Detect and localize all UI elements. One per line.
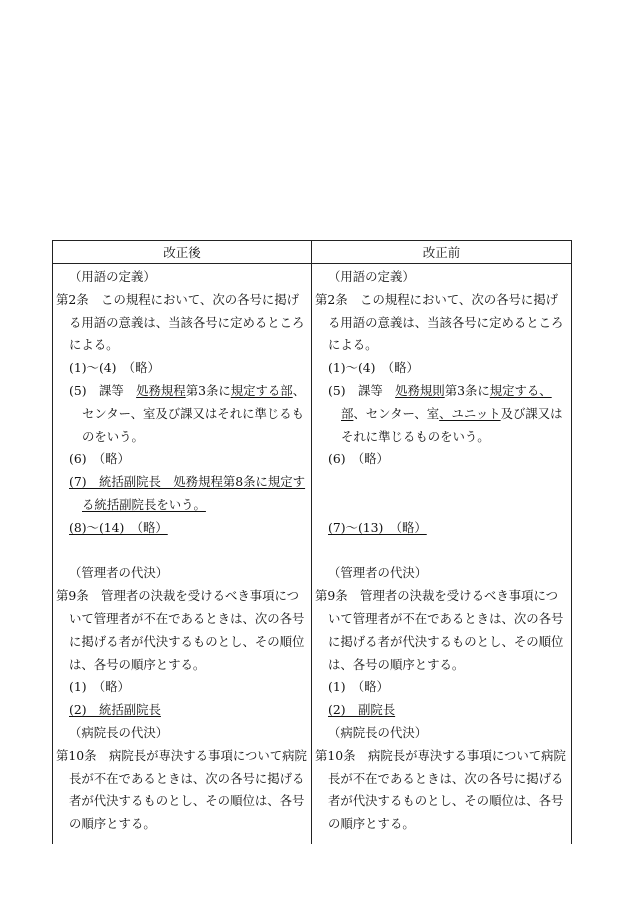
after-item-5-term: (5) 課等	[69, 382, 137, 398]
after-article-10-line-2: 長が不在であるときは、次の各号に掲げる	[69, 770, 305, 786]
after-item-7-line-1	[56, 471, 308, 494]
after-item-7-line-2	[56, 494, 308, 517]
after-article-9-line-1: 第9条 管理者の決裁を受けるべき事項につ	[56, 588, 300, 604]
amendment-comparison-table	[52, 240, 572, 844]
before-item-7-13-text: (7)～(13) （略）	[328, 519, 427, 535]
after-item-5-article: 第3条に	[185, 382, 231, 398]
after-heading-proxy: （管理者の代決）	[69, 565, 169, 581]
before-column	[312, 264, 572, 845]
after-item-1-4: (1)～(4) （略）	[69, 360, 160, 376]
after-item-5-line-2: センター、室及び課又はそれに準じるも	[82, 405, 305, 421]
after-heading-director-proxy: （病院長の代決）	[69, 724, 169, 740]
after-article-10-line-1: 第10条 病院長が専決する事項について病院	[56, 747, 307, 763]
header-before: 改正前	[312, 241, 572, 264]
before-item-5-rule-name: 処務規則	[395, 382, 445, 398]
before-heading-director-proxy: （病院長の代決）	[328, 724, 428, 740]
before-item-6: (6) （略）	[328, 451, 389, 467]
before-heading-definitions: （用語の定義）	[328, 269, 415, 284]
before-article-2-line-3: による。	[328, 337, 378, 353]
before-article-9-line-2: いて管理者が不在であるときは、次の各号	[328, 610, 564, 626]
before-item-5-line-3: それに準じるものをいう。	[341, 428, 490, 444]
after-article-2-line-1: 第2条 この規程において、次の各号に掲げ	[56, 291, 300, 307]
before-article-10-line-1: 第10条 病院長が専決する事項について病院	[315, 747, 566, 763]
before-article-9-item-2	[315, 699, 568, 722]
before-article-9-line-1: 第9条 管理者の決裁を受けるべき事項につ	[315, 588, 559, 604]
before-article-9-item-1: (1) （略）	[328, 679, 389, 695]
after-item-5-comma: 、	[292, 382, 306, 398]
after-item-5-rule-name: 処務規程	[136, 382, 186, 398]
before-heading-proxy: （管理者の代決）	[328, 565, 428, 581]
after-article-9-line-2: いて管理者が不在であるときは、次の各号	[69, 610, 305, 626]
after-article-2-line-3: による。	[69, 337, 119, 353]
table-body-row	[53, 264, 572, 845]
before-item-7-13	[315, 517, 568, 540]
after-article-9-item-2-text: (2) 統括副院長	[69, 702, 161, 718]
before-article-9-line-4: は、各号の順序とする。	[328, 656, 465, 672]
before-spacer-1	[315, 471, 568, 494]
table-header-row	[53, 241, 572, 264]
before-item-5-line-2	[315, 403, 568, 426]
after-article-9-item-1: (1) （略）	[69, 679, 130, 695]
after-column	[53, 264, 312, 845]
before-article-9-item-2-text: (2) 副院長	[328, 702, 396, 718]
before-item-5-unit: 、ユニット	[439, 405, 501, 421]
after-item-5-line-1	[56, 380, 308, 403]
before-article-10-line-3: 者が代決するものとし、その順位は、各号	[328, 793, 564, 809]
before-item-5-center: 、センター、室	[353, 405, 440, 421]
before-article-9-line-3: に掲げる者が代決するものとし、その順位	[328, 633, 564, 649]
after-item-5-line-3: のをいう。	[82, 428, 144, 444]
after-article-10-line-3: 者が代決するものとし、その順位は、各号	[69, 793, 305, 809]
after-item-7-text: (7) 統括副院長 処務規程第8条に規定す	[69, 474, 306, 490]
after-article-9-line-4: は、各号の順序とする。	[69, 656, 206, 672]
after-article-9-item-2	[56, 699, 308, 722]
before-article-10-line-2: 長が不在であるときは、次の各号に掲げる	[328, 770, 564, 786]
before-item-5-provision: 規定する、	[489, 382, 552, 398]
after-item-5-provision: 規定する部	[230, 382, 293, 398]
before-spacer-2	[315, 494, 568, 517]
before-item-5-dept: 部	[341, 405, 354, 421]
after-item-8-14	[56, 517, 308, 540]
after-heading-definitions: （用語の定義）	[69, 269, 156, 284]
before-item-1-4: (1)～(4) （略）	[328, 360, 419, 376]
after-item-6: (6) （略）	[69, 451, 130, 467]
before-article-2-line-1: 第2条 この規程において、次の各号に掲げ	[315, 291, 559, 307]
before-item-5-line-1	[315, 380, 568, 403]
after-item-8-14-text: (8)～(14) （略）	[69, 519, 168, 535]
before-article-2-line-2: る用語の意義は、当該各号に定めるところ	[328, 314, 564, 330]
before-item-5-term: (5) 課等	[328, 382, 396, 398]
after-spacer	[56, 540, 308, 563]
before-article-10-line-4: の順序とする。	[328, 816, 415, 832]
header-after: 改正後	[53, 241, 312, 264]
after-article-10-line-4: の順序とする。	[69, 816, 156, 832]
before-item-5-section: 及び課又は	[500, 405, 563, 421]
after-article-9-line-3: に掲げる者が代決するものとし、その順位	[69, 633, 305, 649]
before-item-5-article: 第3条に	[444, 382, 490, 398]
after-article-2-line-2: る用語の意義は、当該各号に定めるところ	[69, 314, 305, 330]
before-spacer-3	[315, 540, 568, 563]
after-item-7-text-2: る統括副院長をいう。	[82, 496, 206, 512]
